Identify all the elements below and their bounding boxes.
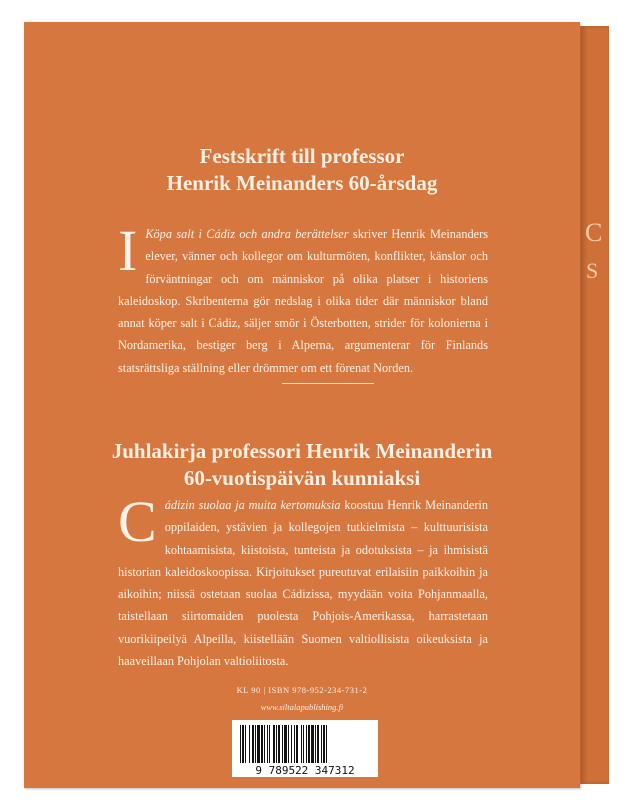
finnish-blurb: [118, 489, 488, 672]
finnish-book-title: ádizin suolaa ja muita kertomuksia: [164, 498, 341, 512]
swedish-title-line-2: Henrik Meinanders 60-årsdag: [166, 171, 438, 195]
section-divider: [282, 383, 374, 384]
swedish-dropcap: I: [118, 218, 138, 283]
spine-letter-c: C: [585, 218, 603, 247]
barcode-bar: [317, 725, 319, 763]
barcode-bar: [273, 725, 275, 763]
barcode-bar: [284, 725, 287, 763]
finnish-title-line-1: Juhlakirja professori Henrik Meinanderin: [111, 439, 493, 463]
barcode-bar: [278, 725, 280, 763]
barcode-bar: [267, 725, 268, 763]
barcode-bar: [323, 725, 325, 763]
barcode-bar: [249, 725, 250, 763]
swedish-blurb-text: skriver Henrik Meinanders elever, vänner och kollegor om kulturmöten, konflikter, känslor och förväntningar och om människor på olika platser i historiens kaleidoskop. Skribenterna gör nedslag i olika tider där människor bland annat köper salt i Cádiz, säljer smör i Österbotten, strider för kolonierna i Nordamerika, bestiger berg i Alperna, argumenterar för Finlands statsrättsliga ställning eller drömmer om ett förenat Norden.: [118, 227, 488, 375]
barcode-digits: 9 789522 347312: [255, 764, 355, 777]
barcode-bar: [255, 725, 256, 763]
barcode-bar: [242, 725, 244, 763]
barcode-bar: [306, 725, 307, 763]
swedish-title: [24, 143, 580, 197]
barcode-bars: [232, 720, 378, 764]
finnish-title: [24, 438, 580, 492]
barcode-bar: [326, 725, 327, 763]
swedish-book-title: Köpa salt i Cádiz och andra berättelser: [145, 227, 349, 241]
spine-letter-s: S: [586, 258, 599, 283]
barcode: [232, 720, 378, 777]
barcode-bar: [269, 725, 270, 763]
barcode-bar: [315, 725, 316, 763]
swedish-title-line-1: Festskrift till professor: [199, 144, 405, 168]
barcode-bar: [311, 725, 314, 763]
barcode-bar: [245, 725, 246, 763]
barcode-bar: [301, 725, 302, 763]
isbn-line: KL 90 | ISBN 978-952-234-731-2: [236, 685, 368, 695]
barcode-bar: [257, 725, 260, 763]
swedish-blurb: [118, 218, 488, 379]
barcode-bar: [303, 725, 304, 763]
publisher-website: www.siltalapublishing.fi: [260, 702, 344, 712]
barcode-bar: [308, 725, 310, 763]
barcode-bar: [261, 725, 263, 763]
barcode-bar: [321, 725, 322, 763]
barcode-bar: [294, 725, 295, 763]
back-cover: [24, 22, 580, 788]
barcode-bar: [264, 725, 265, 763]
barcode-bar: [288, 725, 289, 763]
barcode-bar: [276, 725, 277, 763]
barcode-bar: [291, 725, 292, 763]
barcode-bar: [296, 725, 298, 763]
barcode-bar: [282, 725, 283, 763]
finnish-dropcap: C: [118, 489, 157, 554]
finnish-title-line-2: 60-vuotispäivän kunniaksi: [183, 466, 421, 490]
finnish-blurb-text: koostuu Henrik Meinanderin oppilaiden, ystävien ja kollegojen tutkielmista – kulttuurisista kohtaamisista, kiistoista, tunteista ja odotuksista – ja ihmisistä historian kaleidoskoopissa. Kirjoitukset pureutuvat erilaisiin paikkoihin ja aikoihin; niissä ostetaan suolaa Cádizissa, myydään voita Pohjanmaalla, taistellaan siirtomaiden puolesta Pohjois-Amerikassa, harrastetaan vuorikiipeilyä Alpeilla, kiistellään Suomen valtiollisista oikeuksista ja haaveillaan Pohjolan valtioliitosta.: [118, 498, 488, 669]
book-spine: [580, 26, 609, 784]
barcode-bar: [252, 725, 254, 763]
barcode-bar: [240, 725, 241, 763]
